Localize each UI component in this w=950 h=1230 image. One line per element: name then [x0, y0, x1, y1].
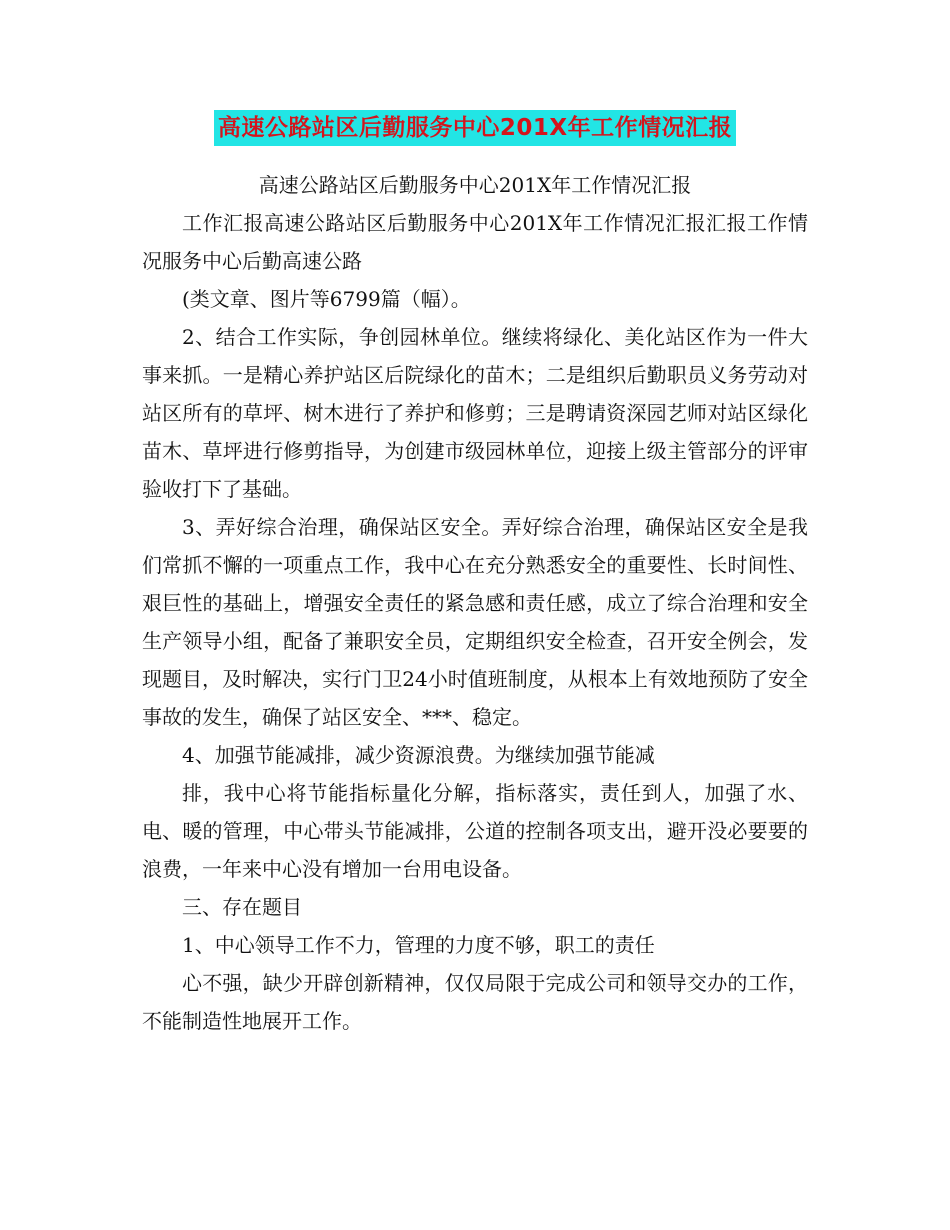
keywords-paragraph: 工作汇报高速公路站区后勤服务中心201X年工作情况汇报汇报工作情况服务中心后勤高速公路 — [142, 211, 808, 273]
count-paragraph: (类文章、图片等6799篇（幅）。 — [182, 287, 471, 311]
issues-heading: 三、存在题目 — [182, 895, 302, 919]
document-body — [142, 166, 808, 1040]
issue-1-body-paragraph: 心不强，缺少开辟创新精神，仅仅局限于完成公司和领导交办的工作，不能制造性地展开工作。 — [142, 971, 808, 1033]
section-2-paragraph: 2、结合工作实际，争创园林单位。继续将绿化、美化站区作为一件大事来抓。一是精心养护站区后院绿化的苗木；二是组织后勤职员义务劳动对站区所有的草坪、树木进行了养护和修剪；三是聘请资深园艺师对站区绿化苗木、草坪进行修剪指导，为创建市级园林单位，迎接上级主管部分的评审验收打下了基础。 — [142, 325, 808, 501]
subtitle-paragraph: 高速公路站区后勤服务中心201X年工作情况汇报 — [258, 173, 692, 197]
section-3-paragraph: 3、弄好综合治理，确保站区安全。弄好综合治理，确保站区安全是我们常抓不懈的一项重点工作，我中心在充分熟悉安全的重要性、长时间性、艰巨性的基础上，增强安全责任的紧急感和责任感，成立了综合治理和安全生产领导小组，配备了兼职安全员，定期组织安全检查，召开安全例会，发现题目，及时解决，实行门卫24小时值班制度，从根本上有效地预防了安全事故的发生，确保了站区安全、***、稳定。 — [142, 515, 808, 729]
section-4-body-paragraph: 排，我中心将节能指标量化分解，指标落实，责任到人，加强了水、电、暖的管理，中心带头节能减排，公道的控制各项支出，避开没必要要的浪费，一年来中心没有增加一台用电设备。 — [142, 781, 808, 881]
issue-1-heading-paragraph: 1、中心领导工作不力，管理的力度不够，职工的责任 — [182, 933, 655, 957]
document-title: 高速公路站区后勤服务中心201X年工作情况汇报 — [214, 110, 736, 146]
title-container — [0, 110, 950, 146]
section-4-heading-paragraph: 4、加强节能减排，减少资源浪费。为继续加强节能减 — [182, 743, 655, 767]
